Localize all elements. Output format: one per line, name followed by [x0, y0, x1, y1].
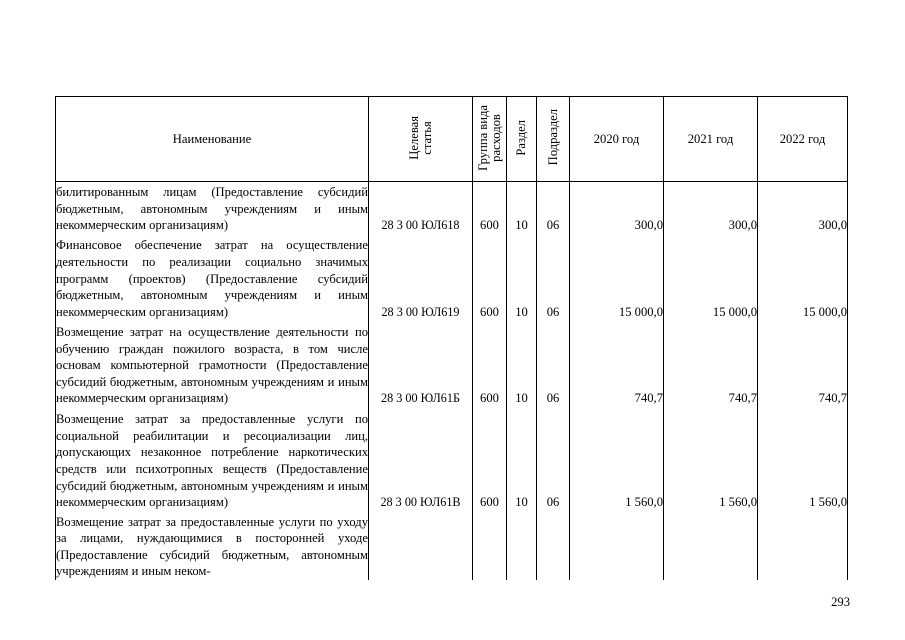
header-expense-group: Группа вида расходов [473, 97, 507, 182]
header-year-2022: 2022 год [758, 97, 848, 182]
row-subsection: 06 [537, 320, 570, 407]
row-target-article: 28 3 00 ЮЛ61В [369, 407, 473, 511]
row-subsection: 06 [537, 234, 570, 321]
row-value-2020: 740,7 [570, 320, 664, 407]
row-subsection [537, 511, 570, 580]
row-value-2020: 15 000,0 [570, 234, 664, 321]
row-value-2021: 15 000,0 [664, 234, 758, 321]
header-year-2020: 2020 год [570, 97, 664, 182]
row-value-2020: 1 560,0 [570, 407, 664, 511]
row-value-2021 [664, 511, 758, 580]
page-number: 293 [831, 595, 850, 609]
header-name: Наименование [56, 97, 369, 182]
row-target-article: 28 3 00 ЮЛ61Б [369, 320, 473, 407]
row-expense-group: 600 [473, 234, 507, 321]
table-row-trailing [56, 511, 848, 580]
row-section [507, 511, 537, 580]
budget-table [55, 96, 848, 580]
row-value-2022: 15 000,0 [758, 234, 848, 321]
row-section: 10 [507, 182, 537, 234]
row-expense-group: 600 [473, 407, 507, 511]
header-subsection: Подраздел [537, 97, 570, 182]
row-expense-group: 600 [473, 320, 507, 407]
row-name: билитированным лицам (Предоставление субсидий бюджетным, автономным учреждениям и иным некоммерческим организациям) [56, 182, 369, 234]
row-value-2021: 1 560,0 [664, 407, 758, 511]
row-section: 10 [507, 407, 537, 511]
row-value-2020: 300,0 [570, 182, 664, 234]
table-row [56, 320, 848, 407]
table-row [56, 234, 848, 321]
header-section: Раздел [507, 97, 537, 182]
row-target-article: 28 3 00 ЮЛ619 [369, 234, 473, 321]
row-expense-group: 600 [473, 182, 507, 234]
table-row [56, 407, 848, 511]
row-value-2022 [758, 511, 848, 580]
header-target-article: Целевая статья [369, 97, 473, 182]
row-name: Возмещение затрат на осуществление деятельности по обучению граждан пожилого возраста, в том числе основам компьютерной грамотности (Предоставление субсидий бюджетным, автономным учреждениям и иным некоммерческим организациям) [56, 320, 369, 407]
row-target-article: 28 3 00 ЮЛ618 [369, 182, 473, 234]
row-name: Возмещение затрат за предоставленные услуги по социальной реабилитации и ресоциализации лиц, допускающих незаконное потребление наркотических средств или психотропных веществ (Предоставление субсидий бюджетным, автономным учреждениям и иным некоммерческим организациям) [56, 407, 369, 511]
table-row [56, 182, 848, 234]
row-section: 10 [507, 234, 537, 321]
row-value-2022: 300,0 [758, 182, 848, 234]
row-target-article [369, 511, 473, 580]
row-value-2021: 740,7 [664, 320, 758, 407]
row-section: 10 [507, 320, 537, 407]
header-row [56, 97, 848, 182]
row-name: Возмещение затрат за предоставленные услуги по уходу за лицами, нуждающимися в посторонней уходе (Предоставление субсидий бюджетным, автономным учреждениям и иным неком- [56, 511, 369, 580]
header-year-2021: 2021 год [664, 97, 758, 182]
row-name: Финансовое обеспечение затрат на осуществление деятельности по реализации социально значимых программ (проектов) (Предоставление субсидий бюджетным, автономным учреждениям и иным некоммерческим организациям) [56, 234, 369, 321]
row-value-2022: 740,7 [758, 320, 848, 407]
row-expense-group [473, 511, 507, 580]
row-subsection: 06 [537, 182, 570, 234]
row-subsection: 06 [537, 407, 570, 511]
row-value-2022: 1 560,0 [758, 407, 848, 511]
row-value-2021: 300,0 [664, 182, 758, 234]
row-value-2020 [570, 511, 664, 580]
